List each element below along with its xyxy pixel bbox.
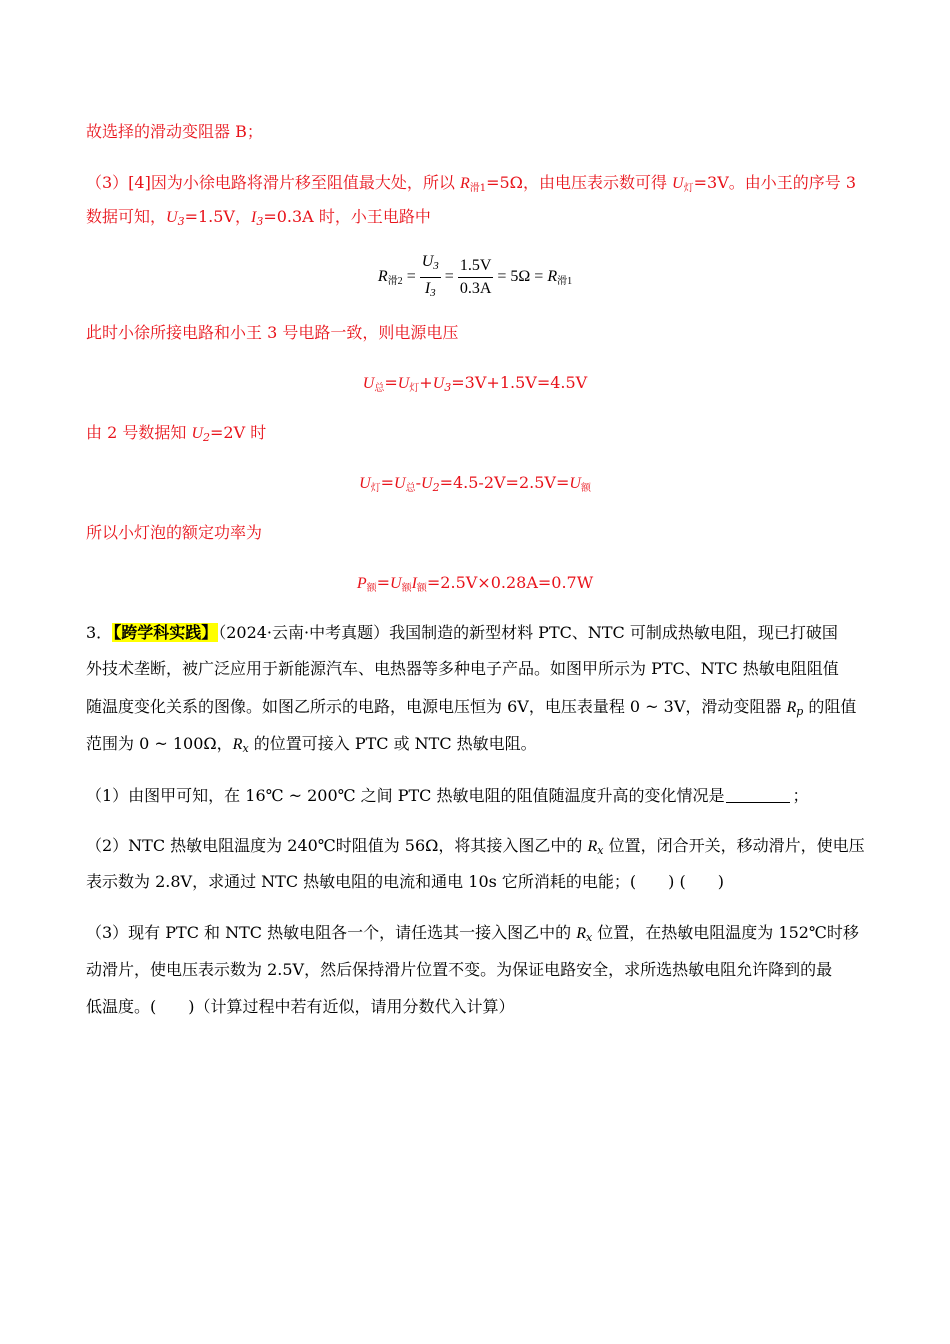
var-U: U	[166, 209, 178, 226]
answer-line-data2	[86, 422, 266, 449]
subscript: p	[796, 705, 804, 718]
var-R: R	[459, 175, 470, 192]
text-segment: =3V。由小王的序号 3	[693, 173, 857, 192]
numerator: 1.5V	[458, 256, 494, 278]
subscript: 滑2	[387, 276, 403, 288]
text-segment: =0.3A 时，小王电路中	[263, 207, 431, 226]
category-tag: 【跨学科实践】	[113, 623, 218, 642]
var-R: R	[547, 268, 558, 286]
question-3-line4	[86, 733, 537, 760]
equals-sign: =	[380, 473, 395, 492]
subscript: 额	[401, 583, 412, 594]
var-I: I	[424, 280, 431, 297]
formula-rheostat-resistance	[0, 252, 950, 304]
equals-sign: =	[406, 268, 416, 286]
text-segment: 由 2 号数据知	[86, 423, 192, 442]
text-segment: =1.5V，	[184, 207, 251, 226]
plus-sign: +	[419, 373, 433, 392]
var-R: R	[587, 838, 598, 855]
question-3-line2: 外技术垄断，被广泛应用于新能源汽车、电热器等多种电子产品。如图甲所示为 PTC、NTC 热敏电阻阻值	[86, 659, 839, 678]
subscript: 总	[405, 483, 416, 494]
text-segment: 的位置可接入 PTC 或 NTC 热敏电阻。	[248, 734, 537, 753]
var-U: U	[359, 475, 371, 492]
text-segment: 位置，在热敏电阻温度为 152℃时移	[592, 923, 859, 942]
text-segment: （3）[4]因为小徐电路将滑片移至阻值最大处，所以	[86, 173, 460, 192]
sub-question-2-line2: 表示数为 2.8V，求通过 NTC 热敏电阻的电流和通电 10s 它所消耗的电能；( ) ( )	[86, 872, 724, 891]
formula-total-voltage	[0, 372, 950, 400]
subscript: x	[597, 844, 604, 857]
sub-question-3-line3: 低温度。( )（计算过程中若有近似，请用分数代入计算）	[86, 997, 515, 1016]
subscript: 灯	[370, 483, 381, 494]
var-U: U	[390, 575, 402, 592]
text-segment: 的阻值	[803, 697, 857, 716]
text-segment: 位置，闭合开关，移动滑片，使电压	[603, 836, 865, 855]
var-U: U	[394, 475, 406, 492]
var-U: U	[421, 475, 433, 492]
var-I: I	[251, 209, 257, 226]
var-R: R	[377, 268, 388, 286]
question-number: 3．	[86, 623, 113, 642]
subscript: 滑1	[557, 276, 573, 288]
answer-part3-line2	[86, 206, 431, 233]
formula-lamp-voltage	[0, 472, 950, 500]
text-segment: 数据可知，	[86, 207, 167, 226]
sub-question-1	[86, 785, 809, 807]
sub-question-3-line1	[86, 922, 859, 949]
equals-sign: =	[376, 573, 390, 592]
text-segment: =5Ω，由电压表示数可得	[486, 173, 673, 192]
sub-question-3-line2: 动滑片，使电压表示数为 2.5V，然后保持滑片位置不变。为保证电路安全，求所选热敏电阻允许降到的最	[86, 960, 833, 979]
text-segment: （3）现有 PTC 和 NTC 热敏电阻各一个，请任选其一接入图乙中的	[86, 923, 577, 942]
answer-line-power: 所以小灯泡的额定功率为	[86, 523, 263, 542]
subscript: 额	[416, 583, 427, 594]
text-segment: （1）由图甲可知，在 16℃ ~ 200℃ 之间 PTC 热敏电阻的阻值随温度升高的变化情况是	[86, 786, 725, 805]
text-segment: （2）NTC 热敏电阻温度为 240℃时阻值为 56Ω，将其接入图乙中的	[86, 836, 588, 855]
text-segment: （2024·云南·中考真题）我国制造的新型材料 PTC、NTC 可制成热敏电阻，现已打破国	[218, 623, 838, 642]
var-P: P	[356, 575, 367, 592]
var-U: U	[432, 375, 445, 392]
var-U: U	[421, 253, 434, 270]
var-U: U	[569, 475, 581, 492]
formula-middle: =4.5-2V=2.5V=	[439, 473, 570, 492]
formula-tail: =2.5V×0.28A=0.7W	[426, 573, 594, 592]
text-segment: 范围为 0 ~ 100Ω，	[86, 734, 233, 753]
subscript: 2	[203, 431, 211, 444]
question-3-line1	[86, 622, 838, 644]
subscript: 2	[432, 481, 440, 494]
question-3-line3	[86, 696, 856, 723]
text-segment: =2V 时	[210, 423, 267, 442]
var-R: R	[786, 699, 797, 716]
denominator: 0.3A	[459, 280, 492, 297]
equals-sign: =	[384, 373, 398, 392]
answer-blank[interactable]	[726, 786, 790, 803]
minus-sign: -	[415, 473, 421, 492]
subscript: 滑1	[469, 183, 487, 194]
answer-conclusion-line: 故选择的滑动变阻器 B；	[86, 122, 263, 141]
fraction-numeric	[458, 256, 494, 299]
answer-part3-line1	[86, 172, 856, 200]
subscript: 额	[580, 483, 591, 494]
subscript: 灯	[683, 183, 694, 194]
subscript: 3	[444, 381, 452, 394]
formula-rated-power	[0, 572, 950, 600]
subscript: 额	[366, 583, 377, 594]
equals-sign: =	[444, 268, 454, 286]
subscript: x	[242, 742, 249, 755]
var-U: U	[362, 375, 375, 392]
subscript: 灯	[409, 383, 420, 394]
var-R: R	[576, 925, 586, 942]
subscript: 总	[374, 383, 385, 394]
subscript: x	[586, 931, 593, 944]
sub-question-2-line1	[86, 835, 865, 862]
var-U: U	[191, 425, 204, 442]
subscript: 3	[430, 287, 436, 299]
fraction-symbolic	[420, 252, 441, 303]
var-I: I	[411, 575, 417, 592]
subscript: 3	[177, 215, 185, 228]
var-R: R	[232, 736, 243, 753]
text-segment: ；	[792, 786, 809, 805]
var-U: U	[397, 375, 410, 392]
formula-tail: =3V+1.5V=4.5V	[451, 373, 588, 392]
subscript: 3	[433, 260, 439, 272]
var-U: U	[672, 175, 684, 192]
formula-tail: = 5Ω =	[497, 268, 548, 286]
answer-line-source-voltage: 此时小徐所接电路和小王 3 号电路一致，则电源电压	[86, 323, 459, 342]
text-segment: 随温度变化关系的图像。如图乙所示的电路，电源电压恒为 6V，电压表量程 0 ~ 3V，滑动变阻器	[86, 697, 787, 716]
subscript: 3	[256, 215, 264, 228]
